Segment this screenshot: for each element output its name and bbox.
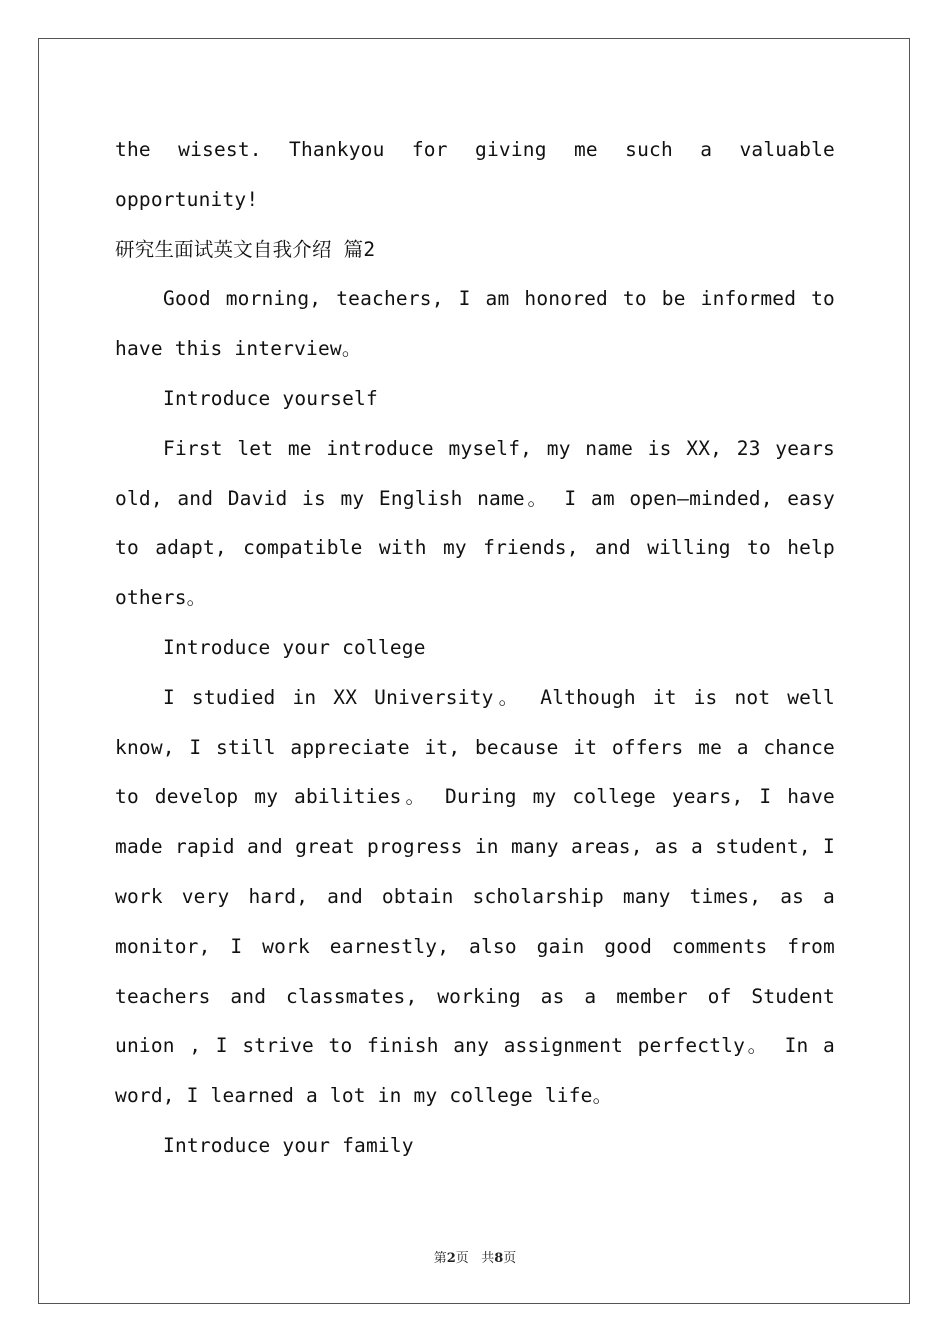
footer-total-pages: 8 [494,1251,504,1266]
footer-total-prefix: 共 [481,1251,495,1266]
paragraph-college: I studied in XX University。 Although it is not well know, I still appreciate it, because it offers me a chance to develop my abilities。 During my college years, I have made rapid and great progress in many areas, as a student, I work very hard, and obtain scholarship many times, as a monitor, I work earnestly, also gain good comments from teachers and classmates, working as a member of Student union , I strive to finish any assignment perfectly。 In a word, I learned a lot in my college life。 [115,685,835,1108]
footer-prefix: 第 [433,1251,447,1266]
subheading-introduce-yourself: Introduce yourself [163,386,378,410]
page-footer [0,1247,950,1266]
subheading-introduce-family: Introduce your family [163,1133,414,1157]
document-body [115,125,835,1171]
paragraph-greeting: Good morning, teachers, I am honored to be informed to have this interview。 [115,287,835,361]
footer-page-suffix: 页 [455,1251,469,1266]
footer-total-suffix: 页 [503,1251,517,1266]
paragraph-closing: the wisest. Thankyou for giving me such a valuable opportunity! [115,138,835,211]
paragraph-self-intro: First let me introduce myself, my name is XX, 23 years old, and David is my English name。 I am open—minded, easy to adapt, compatible with my friends, and willing to help others。 [115,436,835,610]
subheading-introduce-college: Introduce your college [163,635,426,659]
section-heading: 研究生面试英文自我介绍 篇2 [115,237,376,261]
footer-page-number: 2 [446,1251,456,1266]
